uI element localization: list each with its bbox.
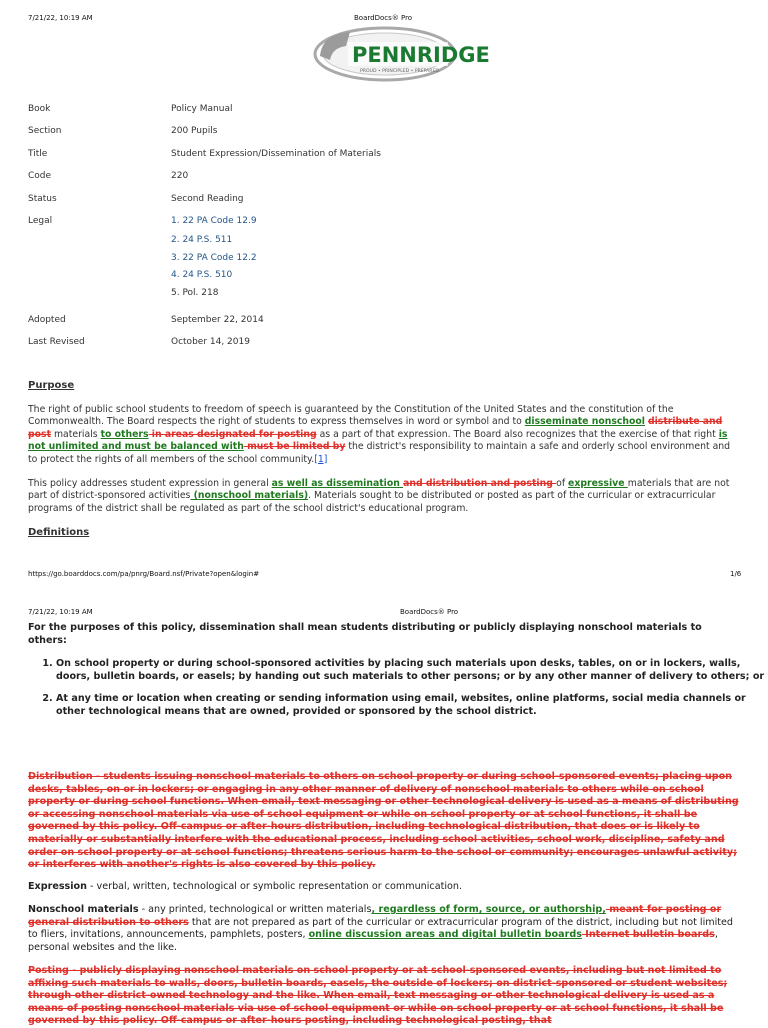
logo-tagline: PROUD • PRINCIPLED • PREPARED xyxy=(360,69,439,74)
list-item: 1. On school property or during school-sponsored activities by placing such materials upon desks, tables, on or in lockers, walls, doors, bulletin boards, or easels; by handing out such materials to other persons; or by any other manner of delivery to others; or xyxy=(56,658,768,683)
book-label: Book xyxy=(28,104,51,114)
nonschool-materials-definition: Nonschool materials - any printed, technological or written materials, regardless of form, source, or authorship, meant for posting or general distribution to others that are not prepared as part of the curricular or extracurricular program of the district, including but not limited to fliers, invitations, announcements, pamphlets, posters, online discussion areas and digital bulletin boards Internet bulletin boards, personal websites and the like. xyxy=(28,904,734,953)
revised-label: Last Revised xyxy=(28,337,85,347)
legal-link-4[interactable]: 4. 24 P.S. 510 xyxy=(171,270,233,280)
purpose-paragraph-1: The right of public school students to freedom of speech is guaranteed by the Constitution of the United States and the constitution of the Commonwealth. The Board respects the right of students to express themselves in word or symbol and to disseminate nonschool distribute and post materials to others in areas designated for posting as a part of that expression. The Board also recognizes that the exercise of that right is not unlimited and must be balanced with must be limited by the district's responsibility to maintain a safe and orderly school environment and to protect the rights of all members of the school community.[1] xyxy=(28,404,731,465)
expression-definition: Expression - verbal, written, technological or symbolic representation or communication. xyxy=(28,881,463,892)
print-app-title-page2: BoardDocs® Pro xyxy=(400,608,459,616)
legal-item-5: 5. Pol. 218 xyxy=(171,288,219,298)
book-value: Policy Manual xyxy=(171,104,233,114)
print-app-title: BoardDocs® Pro xyxy=(354,14,413,22)
dissemination-intro: For the purposes of this policy, dissemination shall mean students distributing or publicly displaying nonschool materials to others: xyxy=(28,622,702,646)
print-page-number: 1/6 xyxy=(730,570,742,578)
purpose-heading: Purpose xyxy=(28,380,75,391)
pennridge-logo xyxy=(312,26,490,88)
purpose-paragraph-2: This policy addresses student expression in general as well as dissemination and distribution and posting of expressive materials that are not part of district-sponsored activities (nonschool materials). Materials sought to be distributed or posted as part of the curricular or extracurricular programs of the district shall be regulated as part of the school district's educational program. xyxy=(28,478,730,514)
adopted-label: Adopted xyxy=(28,315,66,325)
title-label: Title xyxy=(28,149,48,159)
code-value: 220 xyxy=(171,171,189,181)
legal-link-1[interactable]: 1. 22 PA Code 12.9 xyxy=(171,216,257,226)
list-item: 2. At any time or location when creating or sending information using email, websites, online platforms, social media channels or other technological means that are owned, provided or sponsored by the school district. xyxy=(56,693,768,718)
print-timestamp-page2: 7/21/22, 10:19 AM xyxy=(28,608,93,616)
section-value: 200 Pupils xyxy=(171,126,218,136)
title-value: Student Expression/Dissemination of Materials xyxy=(171,149,381,159)
section-label: Section xyxy=(28,126,62,136)
code-label: Code xyxy=(28,171,52,181)
revised-value: October 14, 2019 xyxy=(171,337,250,347)
dissemination-list xyxy=(28,658,768,728)
logo-graphic xyxy=(312,26,490,88)
legal-label: Legal xyxy=(28,216,53,226)
legal-link-2[interactable]: 2. 24 P.S. 511 xyxy=(171,235,233,245)
adopted-value: September 22, 2014 xyxy=(171,315,264,325)
citation-link-1[interactable]: [1] xyxy=(314,453,328,465)
print-footer-url: https://go.boarddocs.com/pa/pnrg/Board.nsf/Private?open&login# xyxy=(28,570,260,578)
print-timestamp: 7/21/22, 10:19 AM xyxy=(28,14,93,22)
status-label: Status xyxy=(28,194,57,204)
status-value: Second Reading xyxy=(171,194,244,204)
definitions-heading: Definitions xyxy=(28,527,90,538)
legal-link-3[interactable]: 3. 22 PA Code 12.2 xyxy=(171,253,257,263)
logo-wordmark: PENNRIDGE xyxy=(352,43,490,67)
deleted-posting-definition: Posting - publicly displaying nonschool materials on school property or at school-sponsored events, including but not limited to affixing such materials to walls, doors, bulletin boards, easels, the outside of lockers; on district-sponsored or student websites; through other district-owned technology and the like. When email, text messaging or other technological delivery is used as a means of posting nonschool materials via use of school equipment or while on school property or at school functions, it shall be governed by this policy. Off-campus or after-hours posting, including technological posting, that xyxy=(28,965,728,1027)
deleted-distribution-definition: Distribution - students issuing nonschool materials to others on school property or during school-sponsored events; placing upon desks, tables, on or in lockers; or engaging in any other manner of delivery of nonschool materials to others while on school property or during school functions. When email, text messaging or other technological delivery is used as a means of distributing or accessing nonschool materials via use of school equipment or while on school property or at school functions, it shall be governed by this policy. Off-campus or after-hours distribution, including technological distribution, that does or is likely to materially or substantially interfere with the educational process, including school activities, school work, discipline, safety and order on school property or at school functions; threatens serious harm to the school or community; encourages unlawful activity; or interferes with another's rights is also covered by this policy. xyxy=(28,771,739,871)
